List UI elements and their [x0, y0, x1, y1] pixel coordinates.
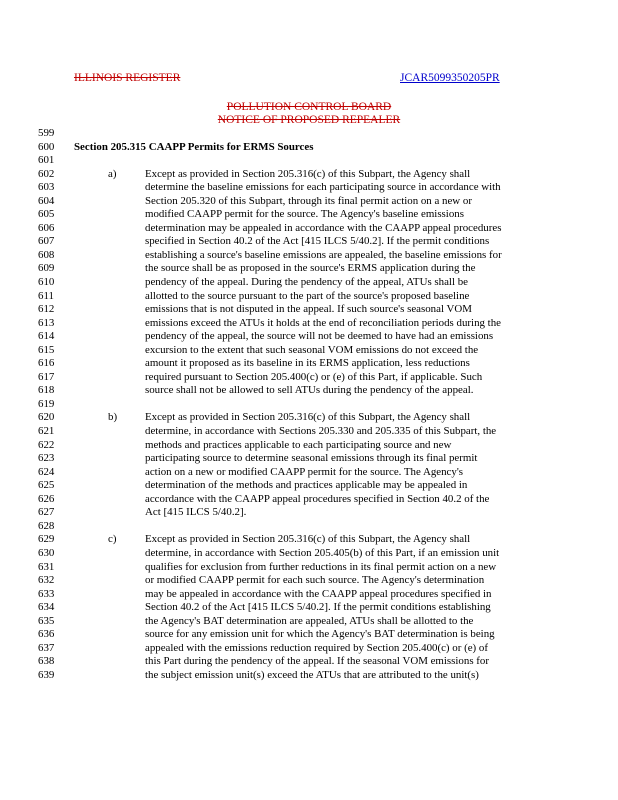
document-line: [0, 628, 618, 642]
line-number: 629: [38, 533, 55, 546]
line-number: 634: [38, 601, 55, 614]
line-number: 609: [38, 262, 55, 275]
document-line: [0, 303, 618, 317]
line-number: 610: [38, 276, 55, 289]
line-text: amount it proposed as its baseline in its ERMS application, less reductions: [145, 357, 470, 370]
line-number: 637: [38, 641, 55, 654]
document-line: [0, 208, 618, 222]
document-line: [0, 154, 618, 168]
line-text: the source shall be as proposed in the source's ERMS application during the: [145, 262, 476, 275]
line-text: Section 205.320 of this Subpart, through its final permit action on a new or: [145, 194, 472, 207]
line-number: 601: [38, 154, 55, 167]
line-text: source shall not be allowed to sell ATUs during the pendency of the appeal.: [145, 384, 474, 397]
line-number: 621: [38, 425, 55, 438]
board-name: POLLUTION CONTROL BOARD: [226, 101, 392, 113]
line-number: 635: [38, 614, 55, 627]
line-number: 605: [38, 208, 55, 221]
line-number: 638: [38, 655, 55, 668]
line-number: 618: [38, 384, 55, 397]
document-line: [0, 479, 618, 493]
line-number: 603: [38, 181, 55, 194]
line-text: the subject emission unit(s) exceed the ATUs that are attributed to the unit(s): [145, 668, 479, 681]
document-line: [0, 235, 618, 249]
line-text: pendency of the appeal. During the pendency of the appeal, ATUs shall be: [145, 276, 468, 289]
line-number: 612: [38, 303, 55, 316]
subsection-label: b): [108, 411, 118, 424]
document-line: [0, 669, 618, 683]
line-text: Section 40.2 of the Act [415 ILCS 5/40.2]. If the permit conditions establishing: [145, 601, 491, 614]
line-text: may be appealed in accordance with the CAAPP appeal procedures specified in: [145, 587, 492, 600]
line-text: determination may be appealed in accordance with the CAAPP appeal procedures: [145, 221, 502, 234]
line-text: determine the baseline emissions for each participating source in accordance with: [145, 181, 501, 194]
line-number: 632: [38, 574, 55, 587]
line-text: determination of the methods and practices applicable may be appealed in: [145, 479, 468, 492]
line-text: methods and practices applicable to each participating source and new: [145, 438, 452, 451]
subsection-label: c): [108, 533, 117, 546]
document-line: [0, 425, 618, 439]
line-text: pendency of the appeal, the source will not be deemed to have had an emissions: [145, 330, 494, 343]
line-number: 615: [38, 343, 55, 356]
jcar-reference-link[interactable]: JCAR5099350205PR: [400, 72, 500, 84]
line-number: 606: [38, 221, 55, 234]
document-line: [0, 330, 618, 344]
document-line: [0, 222, 618, 236]
document-line: [0, 574, 618, 588]
document-body: [0, 127, 618, 682]
document-line: [0, 371, 618, 385]
line-number: 616: [38, 357, 55, 370]
document-line: [0, 168, 618, 182]
document-line: [0, 357, 618, 371]
line-text: determine, in accordance with Section 205.405(b) of this Part, if an emission unit: [145, 546, 500, 559]
line-text: appealed with the emissions reduction required by Section 205.400(c) or (e) of: [145, 641, 488, 654]
document-line: [0, 439, 618, 453]
line-number: 625: [38, 479, 55, 492]
line-number: 627: [38, 506, 55, 519]
line-number: 636: [38, 628, 55, 641]
line-text: allotted to the source pursuant to the part of the source's proposed baseline: [145, 289, 470, 302]
document-line: [0, 520, 618, 534]
document-line: [0, 344, 618, 358]
line-number: 619: [38, 397, 55, 410]
line-text: determine, in accordance with Sections 205.330 and 205.335 of this Subpart, the: [145, 425, 497, 438]
line-number: 624: [38, 465, 55, 478]
line-number: 617: [38, 370, 55, 383]
line-text: Act [415 ILCS 5/40.2].: [145, 506, 247, 519]
document-line: [0, 181, 618, 195]
document-line: [0, 141, 618, 155]
document-line: [0, 398, 618, 412]
line-number: 630: [38, 546, 55, 559]
register-title: ILLINOIS REGISTER: [74, 72, 181, 84]
line-number: 614: [38, 330, 55, 343]
line-number: 639: [38, 668, 55, 681]
line-number: 599: [38, 127, 55, 139]
document-line: [0, 384, 618, 398]
document-line: [0, 262, 618, 276]
line-number: 620: [38, 411, 55, 424]
line-text: participating source to determine seasonal emissions through its final permit: [145, 452, 478, 465]
document-line: [0, 317, 618, 331]
document-line: [0, 615, 618, 629]
line-number: 622: [38, 438, 55, 451]
document-line: [0, 561, 618, 575]
document-line: [0, 601, 618, 615]
line-text: accordance with the CAAPP appeal procedures specified in Section 40.2 of the: [145, 492, 490, 505]
line-text: action on a new or modified CAAPP permit for the source. The Agency's: [145, 465, 464, 478]
line-text: source for any emission unit for which the Agency's BAT determination is being: [145, 628, 495, 641]
document-line: [0, 547, 618, 561]
document-line: [0, 506, 618, 520]
line-text: establishing a source's baseline emissions are appealed, the baseline emissions for: [145, 248, 502, 261]
document-line: [0, 655, 618, 669]
subsection-label: a): [108, 167, 117, 180]
document-line: [0, 452, 618, 466]
line-number: 626: [38, 492, 55, 505]
line-number: 611: [38, 289, 54, 302]
line-number: 628: [38, 519, 55, 532]
line-text: this Part during the pendency of the appeal. If the seasonal VOM emissions for: [145, 655, 489, 668]
document-line: [0, 290, 618, 304]
line-text: Except as provided in Section 205.316(c) of this Subpart, the Agency shall: [145, 167, 471, 180]
line-text: modified CAAPP permit for the source. The Agency's baseline emissions: [145, 208, 464, 221]
line-text: required pursuant to Section 205.400(c) or (e) of this Part, if applicable. Such: [145, 370, 483, 383]
document-line: [0, 533, 618, 547]
line-text: Except as provided in Section 205.316(c) of this Subpart, the Agency shall: [145, 533, 471, 546]
line-number: 613: [38, 316, 55, 329]
document-line: [0, 276, 618, 290]
line-number: 608: [38, 248, 55, 261]
document-line: [0, 642, 618, 656]
document-line: [0, 588, 618, 602]
document-line: [0, 127, 618, 141]
document-line: [0, 493, 618, 507]
line-number: 602: [38, 167, 55, 180]
line-number: 633: [38, 587, 55, 600]
line-text: excursion to the extent that such seasonal VOM emissions do not exceed the: [145, 343, 479, 356]
section-heading: Section 205.315 CAAPP Permits for ERMS Sources: [74, 140, 314, 153]
line-text: or modified CAAPP permit for each such source. The Agency's determination: [145, 574, 485, 587]
document-line: [0, 249, 618, 263]
line-number: 607: [38, 235, 55, 248]
line-text: emissions that is not disputed in the appeal. If such source's seasonal VOM: [145, 303, 472, 316]
line-number: 604: [38, 194, 55, 207]
notice-title: NOTICE OF PROPOSED REPEALER: [217, 114, 401, 126]
line-number: 600: [38, 140, 55, 153]
document-line: [0, 195, 618, 209]
document-line: [0, 411, 618, 425]
line-number: 631: [38, 560, 55, 573]
line-text: Except as provided in Section 205.316(c) of this Subpart, the Agency shall: [145, 411, 471, 424]
line-text: emissions exceed the ATUs it holds at the end of reconciliation periods during the: [145, 316, 501, 329]
line-text: specified in Section 40.2 of the Act [415 ILCS 5/40.2]. If the permit conditions: [145, 235, 490, 248]
document-line: [0, 466, 618, 480]
line-text: qualifies for exclusion from further reductions in its final permit action on a new: [145, 560, 497, 573]
line-text: the Agency's BAT determination are appealed, ATUs shall be allotted to the: [145, 614, 474, 627]
line-number: 623: [38, 452, 55, 465]
